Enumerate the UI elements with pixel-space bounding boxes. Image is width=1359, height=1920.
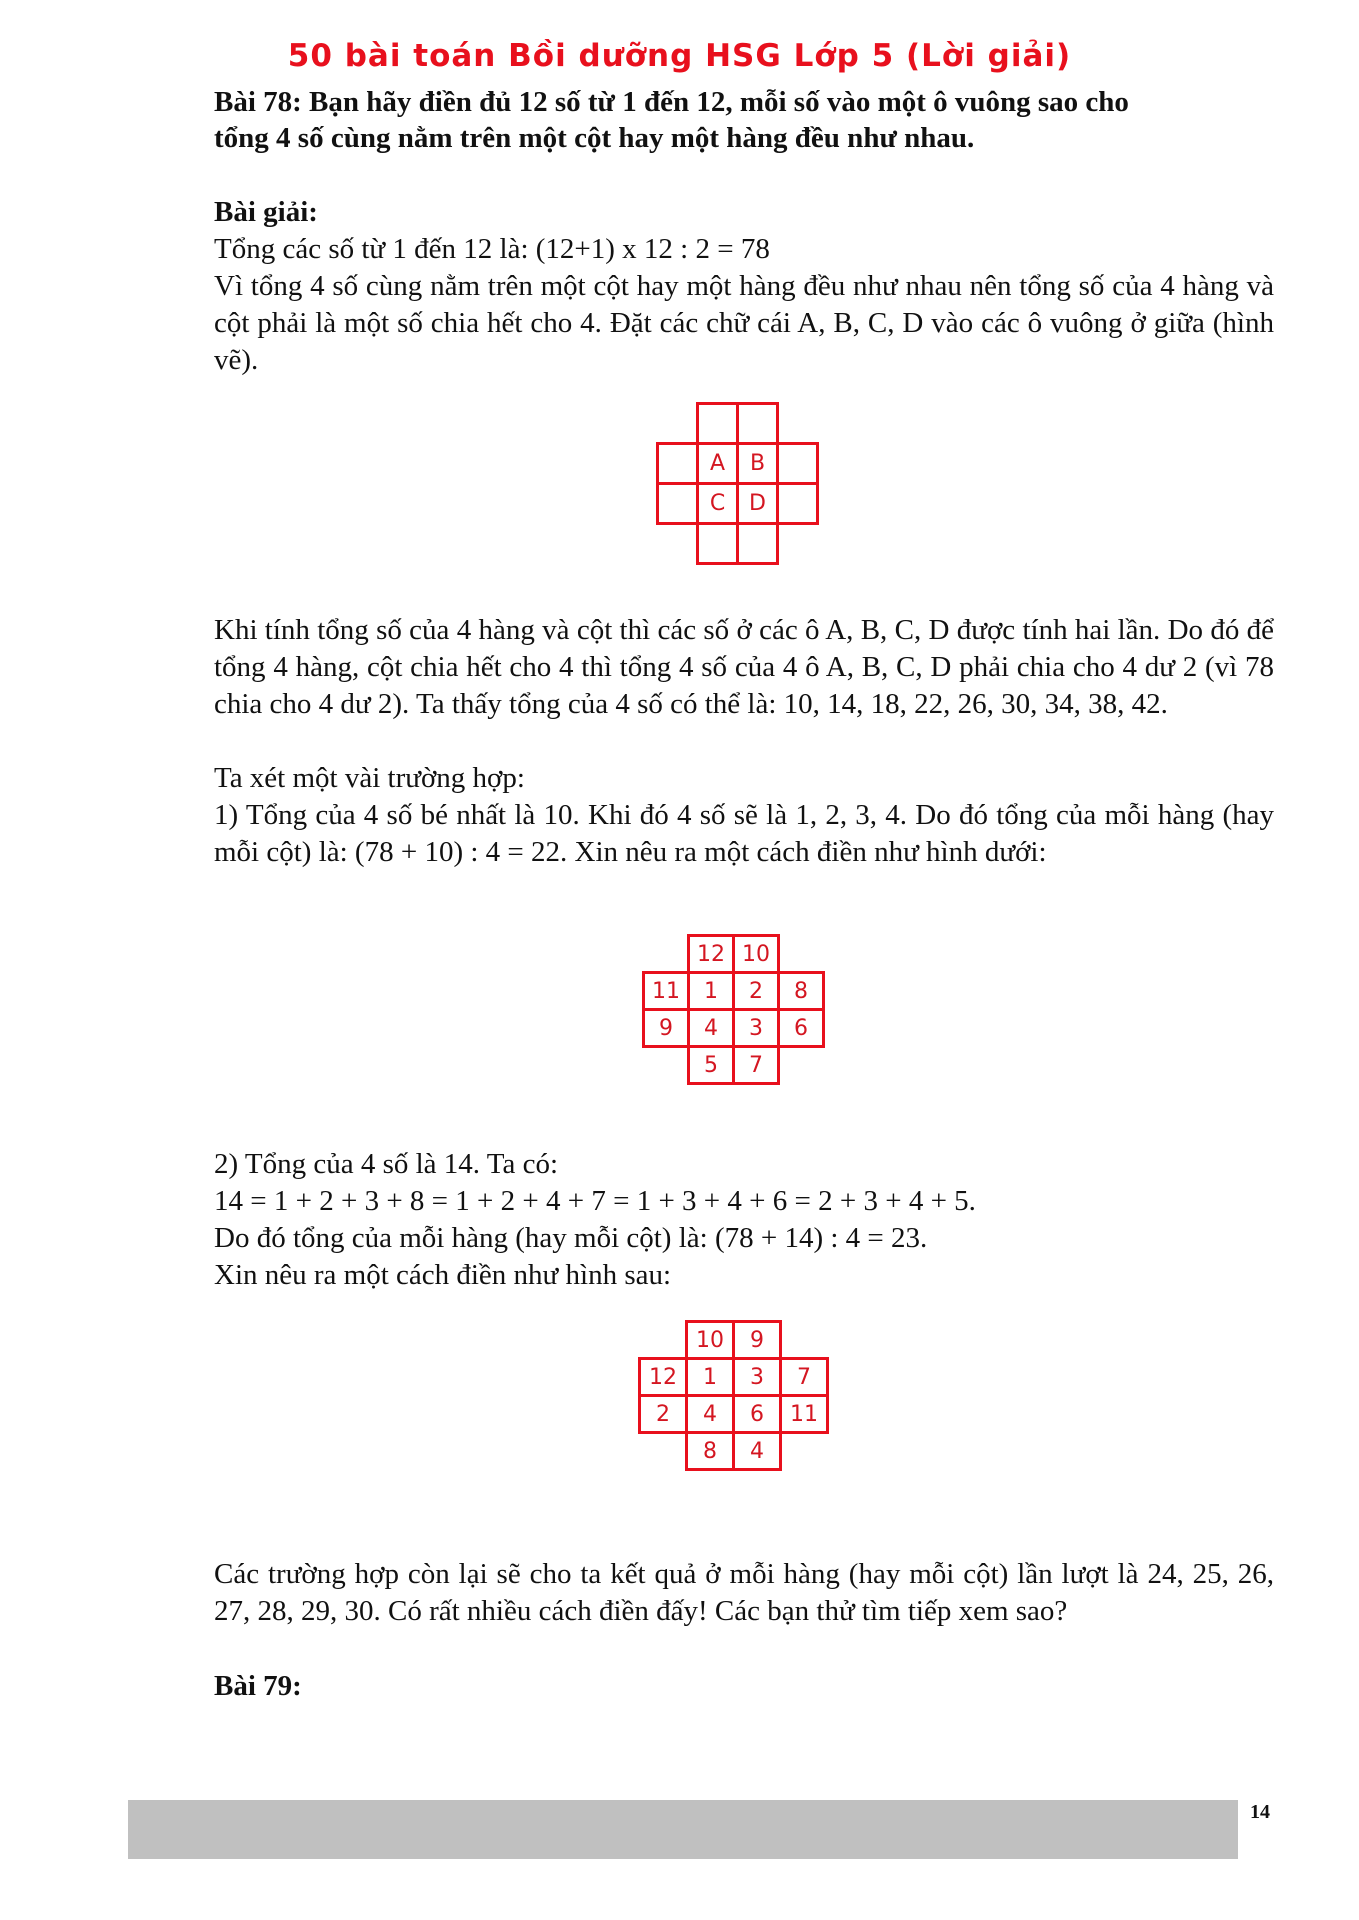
grid-cell: B (736, 442, 779, 485)
next-problem-heading: Bài 79: (214, 1670, 302, 1702)
grid-cell (736, 522, 779, 565)
case-2-line-4: Xin nêu ra một cách điền như hình sau: (214, 1259, 672, 1291)
grid-cell: 6 (732, 1394, 782, 1434)
case-2-line-2: 14 = 1 + 2 + 3 + 8 = 1 + 2 + 4 + 7 = 1 + 3 + 4 + 6 = 2 + 3 + 4 + 5. (214, 1185, 976, 1217)
grid-cell: 12 (638, 1357, 688, 1397)
conclusion-text: Các trường hợp còn lại sẽ cho ta kết quả ở mỗi hàng (hay mỗi cột) lần lượt là 24, 25, 26, 27, 28, 29, 30. Có rất nhiều cách điền đấy! Các bạn thử tìm tiếp xem sao? (214, 1558, 1274, 1627)
paragraph-2: Khi tính tổng số của 4 hàng và cột thì các số ở các ô A, B, C, D được tính hai lần. Do đó để tổng 4 hàng, cột chia hết cho 4 thì tổng 4 số của 4 ô A, B, C, D phải chia cho 4 dư 2 (vì 78 chia cho 4 dư 2). Ta thấy tổng của 4 số có thể là: 10, 14, 18, 22, 26, 30, 34, 38, 42. (214, 614, 1274, 720)
grid-cell: 5 (687, 1045, 735, 1085)
grid-cell (656, 442, 699, 485)
grid-cell: 9 (732, 1320, 782, 1360)
grid-cell: 4 (687, 1008, 735, 1048)
grid-cell (776, 482, 819, 525)
grid-cell: 3 (732, 1357, 782, 1397)
grid-cell: 8 (777, 971, 825, 1011)
paragraph-1: Vì tổng 4 số cùng nằm trên một cột hay một hàng đều như nhau nên tổng số của 4 hàng và cột phải là một số chia hết cho 4. Đặt các chữ cái A, B, C, D vào các ô vuông ở giữa (hình vẽ). (214, 270, 1274, 376)
sum-line: Tổng các số từ 1 đến 12 là: (12+1) x 12 : 2 = 78 (214, 233, 770, 265)
cases-intro: Ta xét một vài trường hợp: (214, 762, 525, 794)
grid-cell: 7 (732, 1045, 780, 1085)
grid-cell: D (736, 482, 779, 525)
grid-cell: 11 (779, 1394, 829, 1434)
grid-cell: 4 (732, 1431, 782, 1471)
grid-cell: 1 (687, 971, 735, 1011)
case-2-grid (638, 1320, 838, 1480)
grid-cell (776, 442, 819, 485)
grid-cell: 12 (687, 934, 735, 974)
case-2-line-1: 2) Tổng của 4 số là 14. Ta có: (214, 1148, 559, 1180)
case-1-text: 1) Tổng của 4 số bé nhất là 10. Khi đó 4 số sẽ là 1, 2, 3, 4. Do đó tổng của mỗi hàng (hay mỗi cột) là: (78 + 10) : 4 = 22. Xin nêu ra một cách điền như hình dưới: (214, 799, 1274, 868)
grid-cell: 10 (685, 1320, 735, 1360)
case-2-line-3: Do đó tổng của mỗi hàng (hay mỗi cột) là: (78 + 14) : 4 = 23. (214, 1222, 928, 1254)
grid-cell: C (696, 482, 739, 525)
grid-cell: 10 (732, 934, 780, 974)
grid-cell: 1 (685, 1357, 735, 1397)
grid-cell (696, 522, 739, 565)
grid-cell: 11 (642, 971, 690, 1011)
case-1-grid (642, 934, 834, 1094)
letters-grid (656, 402, 828, 574)
grid-cell (656, 482, 699, 525)
grid-cell: A (696, 442, 739, 485)
grid-cell: 2 (638, 1394, 688, 1434)
solution-heading: Bài giải: (214, 196, 318, 228)
page-title: 50 bài toán Bồi dưỡng HSG Lớp 5 (Lời giải) (287, 38, 1072, 74)
grid-cell: 7 (779, 1357, 829, 1397)
grid-cell: 8 (685, 1431, 735, 1471)
grid-cell: 3 (732, 1008, 780, 1048)
grid-cell: 9 (642, 1008, 690, 1048)
grid-cell: 2 (732, 971, 780, 1011)
grid-cell: 4 (685, 1394, 735, 1434)
footer-bar (128, 1800, 1238, 1859)
page-number: 14 (1250, 1801, 1270, 1823)
grid-cell (696, 402, 739, 445)
grid-cell: 6 (777, 1008, 825, 1048)
problem-statement-line-1: Bài 78: Bạn hãy điền đủ 12 số từ 1 đến 12, mỗi số vào một ô vuông sao cho (214, 86, 1129, 118)
problem-statement-line-2: tổng 4 số cùng nằm trên một cột hay một hàng đều như nhau. (214, 122, 975, 154)
grid-cell (736, 402, 779, 445)
